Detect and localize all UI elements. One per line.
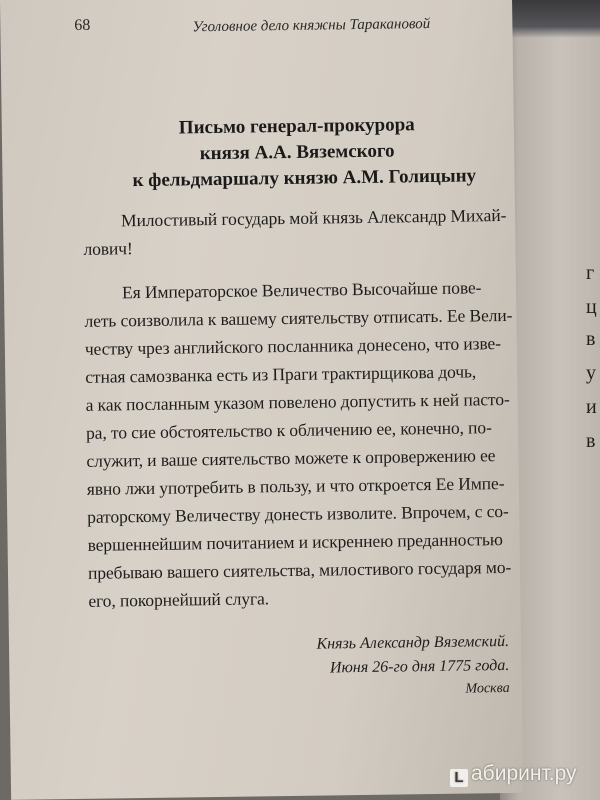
title-line: Письмо генерал-прокурора: [178, 114, 415, 139]
book-cover-corner: [500, 0, 600, 38]
facing-page-letter: у: [586, 362, 596, 384]
labirint-watermark: [450, 762, 577, 787]
signature-name: Князь Александр Вяземский.: [316, 632, 510, 653]
body-line: лович!: [83, 238, 133, 259]
facing-page-letter: г: [586, 262, 595, 284]
facing-page-letter: ц: [586, 296, 597, 318]
body-line: ра, то сие обстоятельство к обличению ее, конечно, по-: [85, 417, 492, 443]
body-line: а как посланным указом повелено допустить к ней пасто-: [85, 388, 510, 415]
labirint-logo-icon: L: [450, 769, 468, 787]
facing-page-letter: и: [586, 396, 597, 418]
body-line: Милостивый государь мой князь Александр Михай-: [120, 204, 507, 231]
letter-title: [132, 112, 477, 195]
body-line: Ея Императорское Величество Высочайше пове-: [121, 277, 482, 303]
page-number: 68: [74, 16, 91, 34]
body-line: честву чрез английского посланника донесено, что изве-: [84, 333, 502, 359]
facing-page-letter: в: [586, 430, 596, 452]
watermark-text: абиринт.ру: [471, 762, 577, 785]
running-head: Уголовное дело княжны Таракановой: [192, 15, 431, 36]
title-line: к фельдмаршалу князю А.М. Голицыну: [132, 165, 477, 192]
body-line: его, покорнейший слуга.: [88, 588, 270, 611]
body-line: леть соизволила к вашему сиятельству отписать. Ее Вели-: [84, 304, 513, 331]
title-line: князя А.А. Вяземского: [199, 140, 395, 165]
body-line: раторскому Величеству донесть изволите. Впрочем, с со-: [87, 500, 509, 527]
body-line: пребываю вашего сиятельства, милостивого государя мо-: [87, 556, 512, 583]
body-line: явно лжи употребить в пользу, и что откроется Ее Импе-: [86, 473, 505, 499]
signature-date: Июня 26-го дня 1775 года.: [329, 656, 510, 677]
body-line: вершеннейшим почитанием и искреннею преданностью: [87, 529, 503, 555]
signature-place: Москва: [465, 680, 510, 697]
body-line: служит, и ваше сиятельство можете к опровержению ее: [86, 445, 496, 471]
body-line: стная самозванка есть из Праги трактирщикова дочь,: [85, 361, 477, 387]
facing-page-letter: в: [586, 328, 596, 350]
